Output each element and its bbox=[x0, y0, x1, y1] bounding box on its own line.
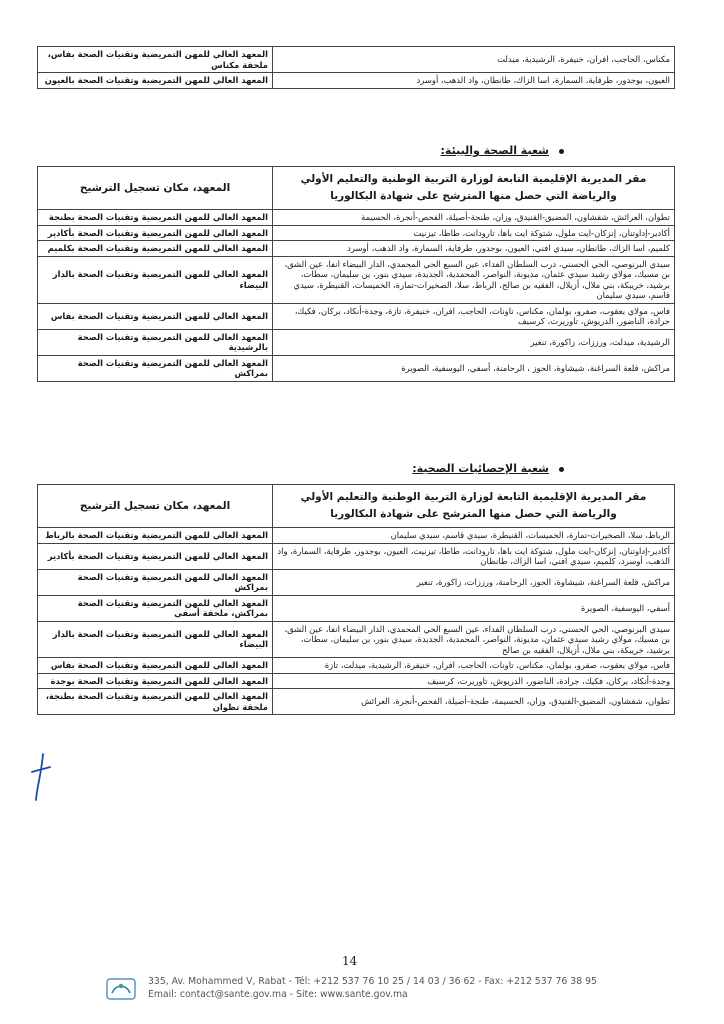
footer-web: Email: contact@sante.gov.ma - Site: www.sante.gov.ma bbox=[148, 989, 408, 1000]
directorate-cell: أكادير-إداوتنان، إنزكان-ايت ملول، شتوكة ايت باها، تارودانت، طاطا، تيزنيت، العيون، بوجدور، طرفاية، السمارة، واد الذهب، أوسرد، كلميم، سيدي افني، اسا الزاك، طانطان bbox=[273, 543, 675, 569]
directorate-cell: مراكش، قلعة السراغنة، شيشاوة، الحوز، الرحامنة، ورززات، زاكورة، تنغير bbox=[273, 569, 675, 595]
table-row bbox=[38, 329, 675, 355]
table-row bbox=[38, 595, 675, 621]
table-row bbox=[38, 569, 675, 595]
table-row bbox=[38, 658, 675, 674]
table-row bbox=[38, 621, 675, 658]
institute-cell: المعهد العالي للمهن التمريضية وتقنيات الصحة بوجدة bbox=[38, 673, 273, 689]
column-header-institute: المعهد، مكان تسجيل الترشيح bbox=[38, 167, 273, 210]
bullet-icon bbox=[559, 149, 564, 154]
directorate-cell: وجدة-أنكاد، بركان، فكيك، جرادة، الناضور، الدريوش، تاوريرت، كرسيف bbox=[273, 673, 675, 689]
table-row bbox=[38, 689, 675, 715]
directorate-cell: أسفي، اليوسفية، الصويرة bbox=[273, 595, 675, 621]
directorate-cell: تطوان، العرائش، شفشاون، المضيق-الفنيدق، وزان، طنجة-أصيلة، الفحص-أنجرة، الحسيمة bbox=[273, 210, 675, 226]
table-row bbox=[38, 673, 675, 689]
directorate-cell: الرشيدية، ميدلت، ورززات، زاكورة، تنغير bbox=[273, 329, 675, 355]
ministry-logo-icon bbox=[106, 978, 136, 1000]
health-environment-table bbox=[37, 166, 675, 382]
institute-cell: المعهد العالي للمهن التمريضية وتقنيات الصحة بأكادير bbox=[38, 543, 273, 569]
directorate-cell: فاس، مولاي يعقوب، صفرو، بولمان، مكناس، تاونات، الحاجب، افران، خنيفرة، الرشيدية، ميدلت، تازة bbox=[273, 658, 675, 674]
directorate-cell: الرباط، سلا، الصخيرات-تمارة، الخميسات، القنيطرة، سيدي قاسم، سيدي سليمان bbox=[273, 528, 675, 544]
institute-cell: المعهد العالي للمهن التمريضية وتقنيات الصحة بفاس، ملحقة مكناس bbox=[38, 47, 273, 73]
institute-cell: المعهد العالي للمهن التمريضية وتقنيات الصحة بفاس bbox=[38, 303, 273, 329]
institute-cell: المعهد العالي للمهن التمريضية وتقنيات الصحة بالعيون bbox=[38, 73, 273, 89]
table-row bbox=[38, 355, 675, 381]
table-row bbox=[38, 303, 675, 329]
institute-cell: المعهد العالي للمهن التمريضية وتقنيات الصحة بالرباط bbox=[38, 528, 273, 544]
column-header-directorate: مقر المديرية الإقليمية التابعة لوزارة التربية الوطنية والتعليم الأولي والرياضة التي حصل منها المترشح على شهادة البكالوريا bbox=[273, 167, 675, 210]
table-row bbox=[38, 528, 675, 544]
page-number: 14 bbox=[342, 954, 358, 968]
table-row bbox=[38, 256, 675, 303]
institute-cell: المعهد العالي للمهن التمريضية وتقنيات الصحة بكلميم bbox=[38, 241, 273, 257]
institute-cell: المعهد العالي للمهن التمريضية وتقنيات الصحة بطنجة، ملحقة تطوان bbox=[38, 689, 273, 715]
table-row bbox=[38, 241, 675, 257]
institute-cell: المعهد العالي للمهن التمريضية وتقنيات الصحة بفاس bbox=[38, 658, 273, 674]
column-header-directorate: مقر المديرية الإقليمية التابعة لوزارة التربية الوطنية والتعليم الأولي والرياضة التي حصل منها المترشح على شهادة البكالوريا bbox=[273, 485, 675, 528]
table-row bbox=[38, 210, 675, 226]
directorate-cell: العيون، بوجدور، طرفاية، السمارة، اسا الزاك، طانطان، واد الذهب، أوسرد bbox=[273, 73, 675, 89]
section-heading-health-statistics: شعبة الإحصائيات الصحية: bbox=[412, 462, 564, 475]
directorate-cell: سيدي البرنوصي، الحي الحسني، درب السلطان الفداء، عين السبع الحي المحمدي، الدار البيضاء انفا، عين الشق، بن مسيك، مولاي رشيد سيدي عثمان، مديونة، النواصر، المحمدية، الجديدة، سيدي بنور، بن سليمان، سطات، برشيد، خريبكة، بني ملال، أزيلال، الفقيه بن صالح bbox=[273, 621, 675, 658]
directorate-cell: مكناس، الحاجب، افران، خنيفرة، الرشيدية، ميدلت bbox=[273, 47, 675, 73]
institute-cell: المعهد العالي للمهن التمريضية وتقنيات الصحة بالدار البيضاء bbox=[38, 256, 273, 303]
column-header-institute: المعهد، مكان تسجيل الترشيح bbox=[38, 485, 273, 528]
directorate-cell: أكادير-إداوتنان، إنزكان-ايت ملول، شتوكة ايت باها، تارودانت، طاطا، تيزنيت bbox=[273, 225, 675, 241]
health-statistics-table bbox=[37, 484, 675, 715]
institute-cell: المعهد العالي للمهن التمريضية وتقنيات الصحة بمراكش، ملحقة أسفي bbox=[38, 595, 273, 621]
table-row bbox=[38, 543, 675, 569]
institute-cell: المعهد العالي للمهن التمريضية وتقنيات الصحة بأكادير bbox=[38, 225, 273, 241]
directorate-cell: مراكش، قلعة السراغنة، شيشاوة، الحوز ، الرحامنة، أسفي، اليوسفية، الصويرة bbox=[273, 355, 675, 381]
handwritten-mark bbox=[30, 752, 52, 802]
footer-contact bbox=[148, 975, 597, 1001]
institute-cell: المعهد العالي للمهن التمريضية وتقنيات الصحة بالدار البيضاء bbox=[38, 621, 273, 658]
institute-cell: المعهد العالي للمهن التمريضية وتقنيات الصحة بالرشيدية bbox=[38, 329, 273, 355]
directorate-cell: تطوان، شفشاون، المضيق-الفنيدق، وزان، الحسيمة، طنجة-أصيلة، الفحص-أنجرة، العرائش bbox=[273, 689, 675, 715]
institute-cell: المعهد العالي للمهن التمريضية وتقنيات الصحة بمراكش bbox=[38, 569, 273, 595]
table-row bbox=[38, 225, 675, 241]
section-heading-health-environment: شعبة الصحة والبيئة: bbox=[441, 144, 564, 157]
institute-cell: المعهد العالي للمهن التمريضية وتقنيات الصحة بطنجة bbox=[38, 210, 273, 226]
table-row bbox=[38, 73, 675, 89]
directorate-cell: سيدي البرنوصي، الحي الحسني، درب السلطان الفداء، عين السبع الحي المحمدي، الدار البيضاء انفا، عين الشق، بن مسيك، مولاي رشيد سيدي عثمان، مديونة، النواصر، المحمدية، الجديدة، سيدي بنور، بن سليمان، سطات، برشيد، خريبكة، بني ملال، أزيلال، الفقيه بن صالح، الرباط، سلا، الصخيرات-تمارة، الخميسات، القنيطرة، سيدي قاسم، سيدي سليمان bbox=[273, 256, 675, 303]
footer-address: 335, Av. Mohammed V, Rabat - Tél: +212 537 76 10 25 / 14 03 / 36 62 - Fax: +212 537 76 38 95 bbox=[148, 976, 597, 987]
top-table bbox=[37, 46, 675, 89]
table-row bbox=[38, 47, 675, 73]
bullet-icon bbox=[559, 467, 564, 472]
directorate-cell: فاس، مولاي يعقوب، صفرو، بولمان، مكناس، تاونات، الحاجب، افران، خنيفرة، تازة، وجدة-أنكاد، بركان، فكيك، جرادة، الناضور، الدريوش، تاوريرت، كرسيف bbox=[273, 303, 675, 329]
institute-cell: المعهد العالي للمهن التمريضية وتقنيات الصحة بمراكش bbox=[38, 355, 273, 381]
directorate-cell: كلميم، اسا الزاك، طانطان، سيدي افني، العيون، بوجدور، طرفاية، السمارة، واد الذهب، أوسرد bbox=[273, 241, 675, 257]
